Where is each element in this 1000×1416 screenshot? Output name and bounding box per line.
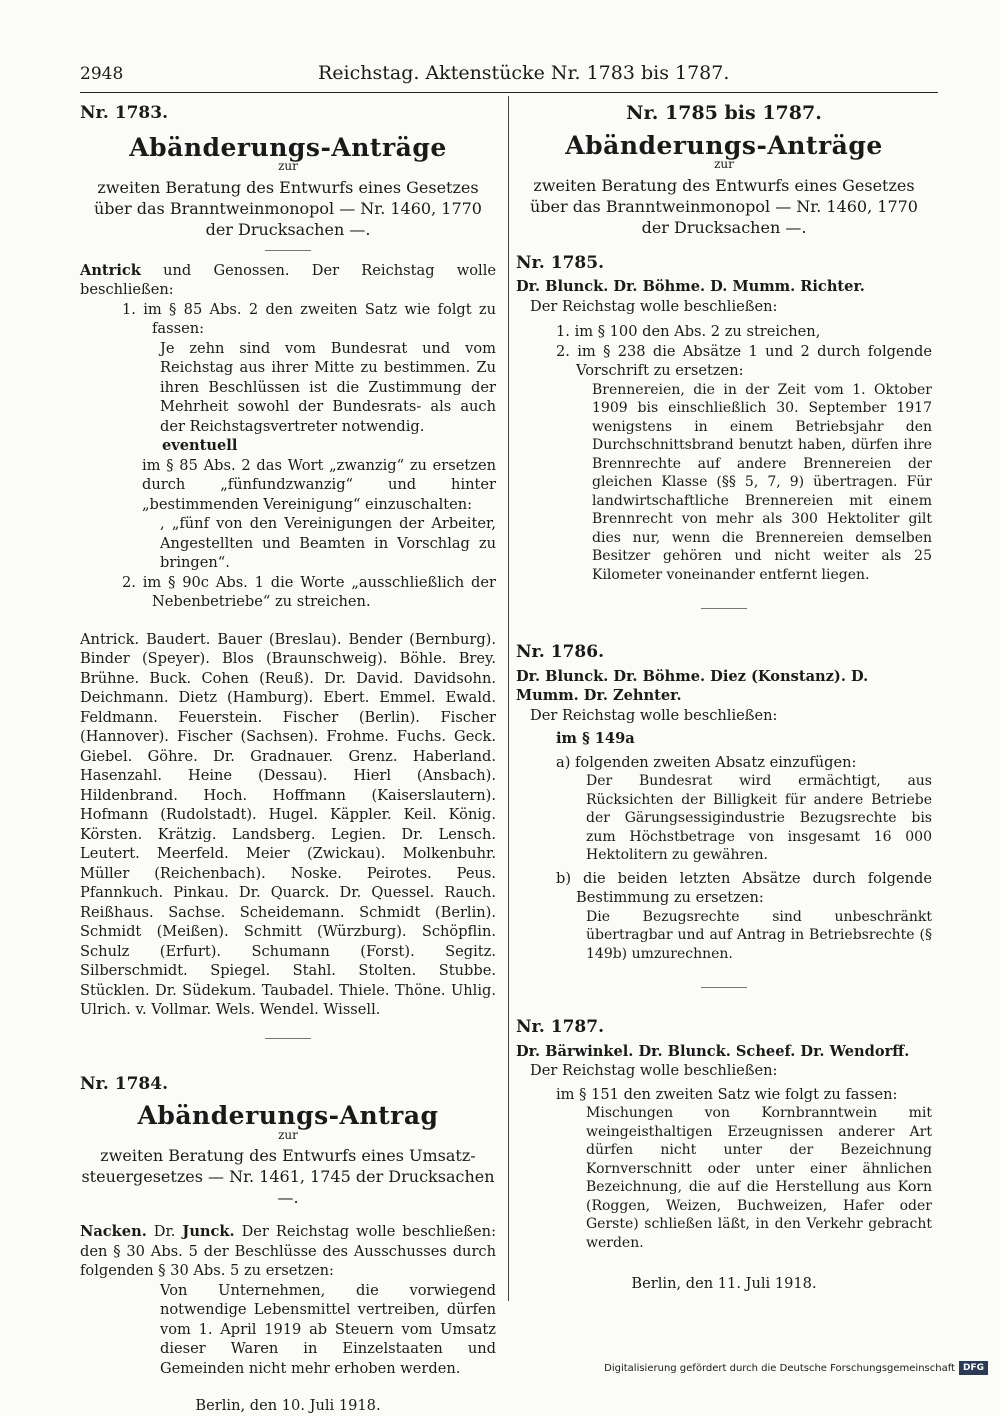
nr1783-eventuell: eventuell — [162, 437, 238, 454]
nr1784-intro: Nacken. Dr. Junck. Der Reichstag wolle beschließen: den § 30 Abs. 5 der Beschlüsse des Ausschusses durch folgenden § 30 Abs. 5 zu ersetzen: — [80, 1223, 497, 1279]
nr1784-quote: Von Unternehmen, die vorwiegend notwendige Lebensmittel vertreiben, dürfen vom 1. April 1919 ab Steuern vom Umsatz dieser Waren in Einzelstaaten und Gemeinden nicht mehr erhoben werden. — [160, 1281, 496, 1377]
nr1783-intro: Antrick und Genossen. Der Reichstag wolle beschließen: — [80, 261, 496, 298]
nr1785-intro: Der Reichstag wolle beschließen: — [530, 297, 778, 315]
right-subtitle-2: über das Branntweinmonopol — Nr. 1460, 1770 — [530, 196, 918, 216]
nr1786-intro: Der Reichstag wolle beschließen: — [530, 706, 778, 724]
right-column — [516, 104, 932, 1294]
nr1785-signers: Dr. Blunck. Dr. Böhme. D. Mumm. Richter. — [516, 278, 865, 295]
nr1783-quote-1: Je zehn sind vom Bundesrat und vom Reichstag aus ihrer Mitte zu bestimmen. Zu ihren Beschlüssen ist die Zustimmung der Mehrheit sowohl der Bundesrats- als auch der Reichstagsvertreter notwendig. — [160, 339, 496, 435]
right-zur: zur — [714, 157, 734, 171]
column-divider — [508, 96, 509, 1301]
nr1785-label: Nr. 1785. — [516, 252, 605, 273]
right-heading: Abänderungs-Anträge — [565, 130, 883, 160]
nr1784-label: Nr. 1784. — [80, 1073, 169, 1094]
footer-text: Digitalisierung gefördert durch die Deutsche Forschungsgemeinschaft — [604, 1362, 955, 1374]
nr1787-item: im § 151 den zweiten Satz wie folgt zu fassen: — [556, 1085, 898, 1103]
nr1787-intro: Der Reichstag wolle beschließen: — [530, 1062, 778, 1079]
separator — [265, 1038, 311, 1039]
nr1787-label: Nr. 1787. — [516, 1017, 605, 1037]
nr1783-subtitle-1: zweiten Beratung des Entwurfs eines Gesetzes — [97, 177, 479, 197]
nr1784-subtitle-2: steuergesetzes — Nr. 1461, 1745 der Drucksachen —. — [81, 1167, 495, 1207]
nr1786-b-quote: Die Bezugsrechte sind unbeschränkt übertragbar und auf Antrag in Betriebsrechte (§ 149b) umzurechnen. — [586, 908, 932, 962]
nr1783-quote-2: , „fünf von den Vereinigungen der Arbeiter, Angestellten und Beamten in Vorschlag zu bringen“. — [160, 515, 496, 571]
nr1783-subtitle-2: über das Branntweinmonopol — Nr. 1460, 1770 — [94, 198, 482, 218]
nr1787-date: Berlin, den 11. Juli 1918. — [631, 1275, 817, 1292]
digitization-footer — [604, 1361, 988, 1375]
nr1784-subtitle-1: zweiten Beratung des Entwurfs eines Umsatz- — [100, 1146, 476, 1165]
page-title: Reichstag. Aktenstücke Nr. 1783 bis 1787. — [318, 62, 730, 84]
separator — [701, 987, 747, 988]
nr1786-b: b) die beiden letzten Absätze durch folgende Bestimmung zu ersetzen: — [556, 869, 932, 906]
nr1785-item-1: 1. im § 100 den Abs. 2 zu streichen, — [556, 323, 821, 340]
separator — [265, 250, 311, 251]
nr1786-a-quote: Der Bundesrat wird ermächtigt, aus Rücksichten der Billigkeit für andere Betriebe der Gärungsessigindustrie Bezugsrechte bis zum Höchstbetrage von insgesamt 16 000 Hektolitern zu gewähren. — [586, 773, 932, 863]
nr1787-quote: Mischungen von Kornbranntwein mit weingeisthaltigen Erzeugnissen anderer Art dürfen nicht unter der Bezeichnung Kornverschnitt oder unter einer ähnlichen Bezeichnung, die auf die Herstellung aus Korn (Roggen, Weizen, Buchweizen, Hafer oder Gerste) schließen läßt, in den Verkehr gebracht werden. — [586, 1105, 932, 1251]
dfg-logo: DFG — [959, 1361, 988, 1375]
nr1783-heading: Abänderungs-Anträge — [129, 132, 447, 162]
right-subtitle-3: der Drucksachen —. — [641, 217, 807, 237]
nr1786-a: a) folgenden zweiten Absatz einzufügen: — [556, 753, 857, 771]
nr1786-label: Nr. 1786. — [516, 642, 605, 662]
nr1783-subtitle-3: der Drucksachen —. — [205, 219, 371, 239]
nr1785-item-2: 2. im § 238 die Absätze 1 und 2 durch folgende Vorschrift zu ersetzen: — [556, 342, 932, 379]
nr1783-item-2: 2. im § 90c Abs. 1 die Worte „ausschließlich der Nebenbetriebe“ zu streichen. — [122, 573, 496, 610]
nr1783-item-1: 1. im § 85 Abs. 2 den zweiten Satz wie folgt zu fassen: — [122, 300, 496, 337]
nr1784-zur: zur — [278, 1127, 298, 1142]
nr1786-paragraph: im § 149a — [556, 730, 635, 747]
right-subtitle-1: zweiten Beratung des Entwurfs eines Gesetzes — [533, 175, 915, 195]
separator — [701, 608, 747, 609]
nr1787-signers: Dr. Bärwinkel. Dr. Blunck. Scheef. Dr. Wendorff. — [516, 1042, 910, 1060]
nr1783-item-1b: im § 85 Abs. 2 das Wort „zwanzig“ zu ersetzen durch „fünfundzwanzig“ und hinter „bestimmenden Vereinigung“ einzuschalten: — [142, 456, 496, 513]
nr1785-quote: Brennereien, die in der Zeit vom 1. Oktober 1909 bis einschließlich 30. September 1917 wenigstens in einem Betriebsjahr den Durchschnittsbrand benutzt haben, dürfen ihre Brennrechte auf andere Brennereien der gleichen Klasse (§§ 5, 7, 9) übertragen. Für landwirtschaftliche Brennereien mit einem Brennrecht von mehr als 300 Hektoliter gilt dies nur, wenn die Brennereien demselben Besitzer gehören und nicht weiter als 25 Kilometer voneinander entfernt liegen. — [592, 381, 932, 583]
right-top-label: Nr. 1785 bis 1787. — [626, 102, 822, 124]
nr1783-label: Nr. 1783. — [80, 103, 169, 123]
header-rule — [80, 92, 938, 93]
nr1783-zur: zur — [278, 159, 298, 173]
nr1786-signers: Dr. Blunck. Dr. Böhme. Diez (Konstanz). D. Mumm. Dr. Zehnter. — [516, 667, 869, 704]
nr1784-date: Berlin, den 10. Juli 1918. — [195, 1397, 381, 1414]
nr1783-signers: Antrick. Baudert. Bauer (Breslau). Bender (Bernburg). Binder (Speyer). Blos (Braunschweig). Böhle. Brey. Brühne. Buck. Cohen (Reuß). Dr. David. Davidsohn. Deichmann. Dietz (Hamburg). Ebert. Emmel. Ewald. Feldmann. Feuerstein. Fischer (Berlin). Fischer (Hannover). Fischer (Sachsen). Frohme. Fuchs. Geck. Giebel. Göhre. Dr. Gradnauer. Grenz. Haberland. Hasenzahl. Heine (Dessau). Hierl (Ansbach). Hildenbrand. Hoch. Hoffmann (Kaiserslautern). Hofmann (Rudolstadt). Hugel. Käppler. Keil. König. Körsten. Krätzig. Landsberg. Legien. Dr. Lensch. Leutert. Meerfeld. Meier (Zwickau). Molkenbuhr. Müller (Reichenbach). Noske. Peirotes. Peus. Pfannkuch. Pinkau. Dr. Quarck. Dr. Quessel. Rauch. Reißhaus. Sachse. Scheidemann. Schmidt (Berlin). Schmidt (Meißen). Schmitt (Würzburg). Schöpflin. Schulz (Erfurt). Schumann (Forst). Segitz. Silberschmidt. Spiegel. Stahl. Stolten. Stubbe. Stücklen. Dr. Südekum. Taubadel. Thiele. Thöne. Uhlig. Ulrich. v. Vollmar. Wels. Wendel. Wissell. — [80, 630, 496, 1018]
left-column — [80, 104, 496, 1416]
nr1784-heading: Abänderungs-Antrag — [137, 1101, 439, 1130]
page-number: 2948 — [80, 64, 124, 84]
